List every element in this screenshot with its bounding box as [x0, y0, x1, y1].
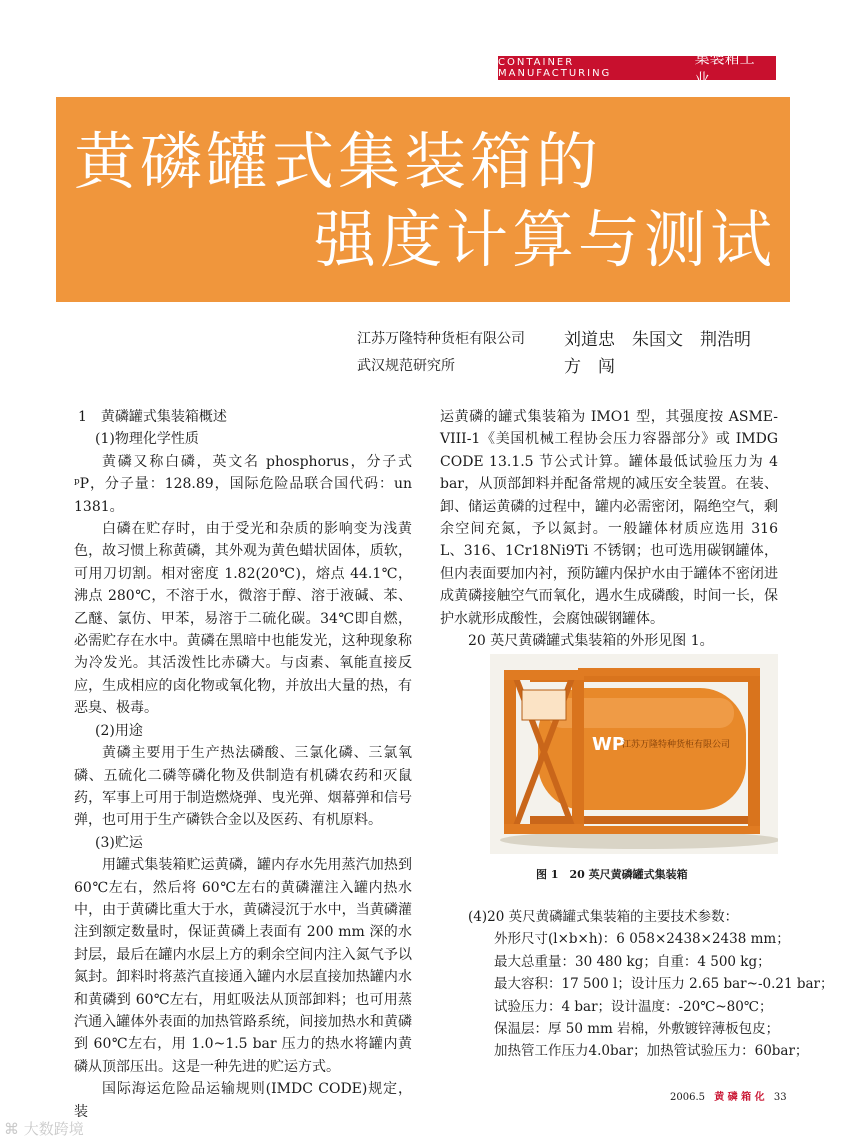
param-item: 最大总重量：30 480 kg；自重：4 500 kg；	[494, 953, 771, 970]
affiliation-2: 武汉规范研究所	[357, 358, 455, 374]
section-heading: 1 黄磷罐式集装箱概述	[78, 409, 227, 425]
section-header-english: CONTAINER MANUFACTURING	[498, 57, 612, 79]
tank-container-illustration	[490, 654, 778, 854]
title-line-2: 强度计算与测试	[314, 203, 777, 276]
paragraph: 黄磷主要用于生产热法磷酸、三氯化磷、三氯氧磷、五硫化二磷等磷化物及供制造有机磷农药和灭鼠药，军事上可用于制造燃烧弹、曳光弹、烟幕弹和信号弹，也可用于生产磷铁合金以及医药、有机原料。	[74, 745, 412, 829]
issue-date: 2006.5	[670, 1092, 705, 1103]
param-item: 加热管工作压力4.0bar；加热管试验压力：60bar；	[494, 1043, 809, 1060]
title-banner	[56, 97, 790, 302]
paragraph: 用罐式集装箱贮运黄磷，罐内存水先用蒸汽加热到 60℃左右，然后将 60℃左右的黄磷灌注入罐内热水中，由于黄磷比重大于水，黄磷浸沉于水中，当黄磷灌注到额定数量时，保证黄磷上表面有 200 mm 深的水封层，最后在罐内水层上方的剩余空间内注入氮气予以氮封。卸料时将蒸汽直接通入罐内水层直接加热罐内水和黄磷到 60℃左右，用虹吸法从顶部卸料；也可用蒸汽通入罐体外表面的加热管路系统，间接加热水和黄磷到 60℃左右，用 1.0~1.5 bar 压力的热水将罐内黄磷从顶部压出。这是一种先进的贮运方式。	[74, 857, 412, 1075]
right-column	[440, 406, 778, 652]
param-item: 外形尺寸(l×b×h)：6 058×2438×2438 mm；	[494, 931, 790, 948]
param-item: 最大容积：17 500 l；设计压力 2.65 bar~-0.21 bar；	[494, 976, 834, 993]
title-line-1: 黄磷罐式集装箱的	[74, 125, 603, 198]
param-item: 保温层：厚 50 mm 岩棉，外敷镀锌薄板包皮；	[494, 1021, 780, 1038]
paragraph: 白磷在贮存时，由于受光和杂质的影响变为浅黄色，故习惯上称黄磷，其外观为黄色蜡状固体，质软，可用刀切割。相对密度 1.82(20℃)，熔点 44.1℃，沸点 280℃，不溶于水，微溶于醇、溶于液碱、苯、乙醚、氯仿、甲苯，易溶于二硫化碳。34℃即自燃，必需贮存在水中。黄磷在黑暗中也能发光，这种现象称为冷发光。其活泼性比赤磷大。与卤素、氧能直接反应，生成相应的卤化物或氧化物，并放出大量的热，有恶臭、极毒。	[74, 521, 412, 717]
subsection-heading: (3)贮运	[95, 834, 143, 851]
paragraph: 运黄磷的罐式集装箱为 IMO1 型，其强度按 ASME-VIII-1《美国机械工程协会压力容器部分》或 IMDG CODE 13.1.5 节公式计算。罐体最低试验压力为 4 bar，从顶部卸料并配备常规的减压安全装置。在装、卸、储运黄磷的过程中，罐内必需密闭，隔绝空气，剩余空间充氮，予以氮封。一般罐体材质应选用 316 L、316、1Cr18Ni9Ti 不锈钢；也可选用碳钢罐体，但内表面要加内衬，预防罐内保护水由于罐体不密闭进成黄磷接触空气而氧化，遇水生成磷酸，时间一长，保护水就形成酸性，会腐蚀碳钢罐体。	[440, 409, 778, 627]
watermark-text: 大数跨境	[23, 1120, 84, 1138]
container-photo	[490, 654, 778, 854]
figure-caption: 图 1 20 英尺黄磷罐式集装箱	[536, 868, 688, 881]
param-item: 试验压力：4 bar；设计温度：-20℃~80℃；	[494, 998, 773, 1015]
page-footer	[670, 1088, 787, 1103]
section-header	[498, 49, 776, 88]
watermark-icon: ⌘	[4, 1120, 24, 1138]
subsection-heading: (2)用途	[95, 722, 143, 739]
tech-params	[468, 906, 834, 1063]
watermark	[4, 1118, 84, 1139]
logo-text: WP	[592, 734, 626, 755]
subsection-heading: (1)物理化学性质	[95, 431, 199, 448]
affiliation-1: 江苏万隆特种货柜有限公司	[357, 331, 525, 347]
paragraph: 20 英尺黄磷罐式集装箱的外形见图 1。	[468, 633, 714, 650]
page-number: 33	[773, 1092, 787, 1103]
magazine-name: 黄 磷 箱 化	[714, 1092, 765, 1103]
section-header-chinese: 集装箱工业	[694, 49, 755, 88]
authors-line-1: 刘道忠 朱国文 荆浩明	[564, 330, 751, 350]
left-column	[74, 406, 412, 1123]
params-heading: (4)20 英尺黄磷罐式集装箱的主要技术参数：	[468, 909, 739, 925]
authors-line-2: 方 闯	[564, 357, 615, 377]
paragraph: 国际海运危险品运输规则(IMDC CODE)规定，装	[74, 1081, 412, 1120]
container-lettering: 江苏万隆特种货柜有限公司	[622, 740, 731, 750]
paragraph: 黄磷又称白磷，英文名 phosphorus，分子式 ᵖP，分子量：128.89，国际危险品联合国代码：un 1381。	[74, 453, 412, 515]
